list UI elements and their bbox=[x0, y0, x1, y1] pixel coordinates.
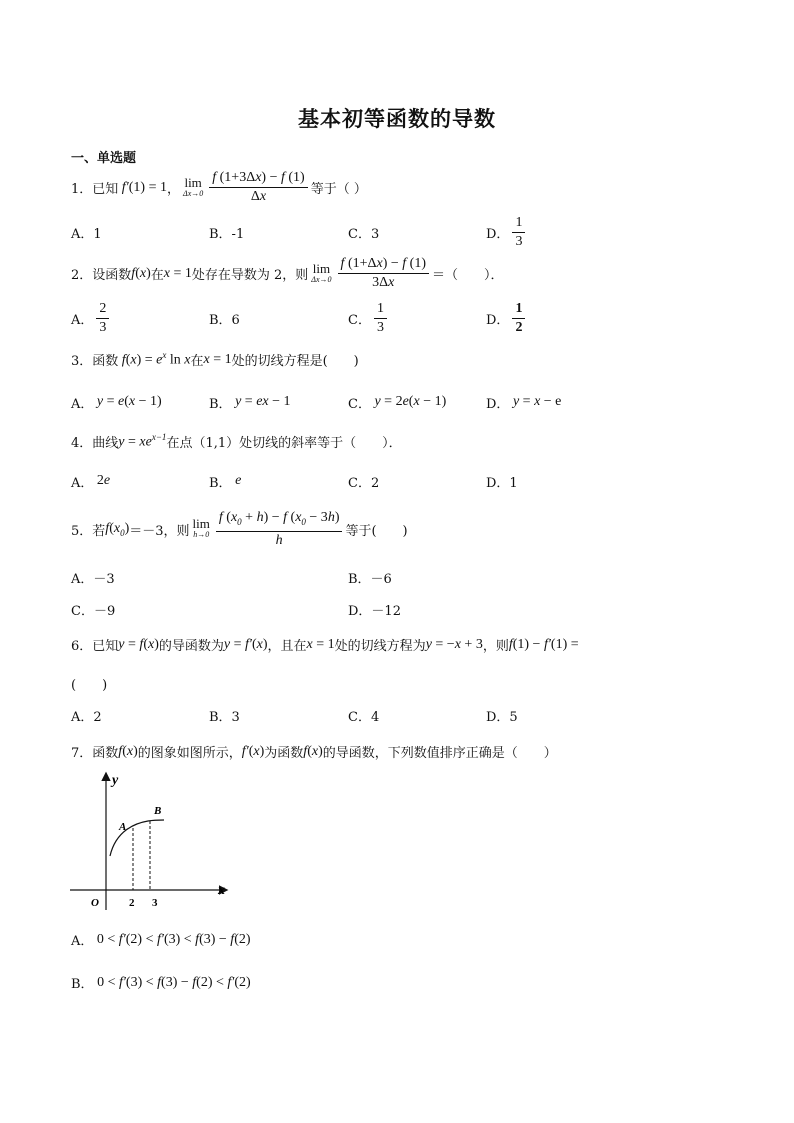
options-q5-row2 bbox=[71, 594, 731, 624]
option-c[interactable]: C．－9 bbox=[71, 603, 116, 619]
fraction: $\frac{f (x_0 + h) - f (x_0 - 3h)}{h}$ bbox=[216, 510, 343, 549]
question-text: 为函数 bbox=[264, 746, 304, 761]
question-number: 6． bbox=[71, 639, 93, 654]
question-number: 3． bbox=[71, 354, 93, 369]
answer-blank: ( ) bbox=[71, 678, 108, 693]
option-a[interactable]: A．－3 bbox=[71, 571, 115, 587]
math-expression: $y = xe^{x-1}$ bbox=[118, 432, 167, 450]
math-expression: x = 1 bbox=[306, 636, 335, 652]
question-text: 等于( ) bbox=[345, 523, 408, 539]
fraction: $\frac{f (1+3\Delta x) - f (1)}{\Delta x}$ bbox=[209, 170, 307, 205]
option-label: A． bbox=[71, 934, 94, 949]
math-expression: x = 1 bbox=[203, 351, 232, 367]
option-a[interactable] bbox=[71, 466, 110, 496]
option-d[interactable]: D．1 bbox=[486, 475, 518, 491]
question-4 bbox=[71, 432, 402, 451]
math-expression: 0 < f′(2) < f′(3) < f(3) − f(2) bbox=[96, 931, 251, 947]
question-5 bbox=[71, 510, 408, 549]
option-label: B． bbox=[71, 977, 94, 992]
math-expression: y = f(x) bbox=[118, 636, 159, 652]
option-b[interactable] bbox=[209, 466, 241, 496]
question-text: 函数 bbox=[92, 354, 119, 369]
option-b[interactable] bbox=[71, 973, 251, 992]
fraction: $\frac{2}{3}$ bbox=[96, 301, 109, 336]
fraction: $\frac{1}{3}$ bbox=[512, 215, 525, 250]
question-number: 1． bbox=[71, 182, 93, 197]
option-c[interactable] bbox=[348, 300, 390, 335]
question-1: 1． 已知 f′(1) = 1 ， lim Δx→0 $\frac{f (1+3\Delta x) - f (1)}{\Delta x}$ 等于（ ） bbox=[71, 170, 367, 204]
math-expression: y = f′(x) bbox=[223, 636, 268, 652]
point-b-label: B bbox=[154, 805, 162, 817]
question-text: ，且在 bbox=[267, 639, 307, 654]
limit-symbol: lim h→0 bbox=[192, 516, 210, 540]
options-q1 bbox=[71, 214, 731, 249]
question-number: 5． bbox=[71, 523, 93, 539]
options-q6 bbox=[71, 700, 731, 730]
option-label: B． bbox=[209, 396, 232, 412]
question-text: 若 bbox=[92, 523, 106, 539]
option-d[interactable] bbox=[486, 214, 528, 249]
math-expression: 0 < f′(3) < f(3) − f(2) < f′(2) bbox=[97, 974, 251, 990]
option-a[interactable]: A．2 bbox=[71, 709, 102, 725]
math-expression: f(1) − f′(1) = bbox=[508, 636, 579, 652]
tick-label-3: 3 bbox=[152, 897, 158, 909]
question-text: 处存在导数为 2，则 bbox=[191, 268, 309, 283]
option-b[interactable] bbox=[209, 387, 291, 417]
question-text: 的导函数，下列数值排序正确是（ ） bbox=[322, 746, 557, 761]
math-expression: y = 2e(x − 1) bbox=[370, 394, 447, 409]
question-text: 的导函数为 bbox=[158, 639, 224, 654]
question-text: 已知 bbox=[92, 182, 119, 197]
math-expression: f′(x) bbox=[241, 743, 265, 759]
limit-symbol: lim Δx→0 bbox=[311, 260, 332, 284]
question-number: 7． bbox=[71, 746, 93, 761]
question-6-continued bbox=[71, 674, 107, 693]
options-q3 bbox=[71, 387, 731, 417]
question-text: ，则 bbox=[482, 639, 509, 654]
question-text: 处的切线方程为 bbox=[334, 639, 426, 654]
option-c[interactable]: C．4 bbox=[348, 709, 380, 725]
question-7 bbox=[71, 742, 557, 761]
question-text: 处的切线方程是( ) bbox=[231, 354, 359, 369]
question-2 bbox=[71, 256, 504, 291]
point-a-label: A bbox=[119, 821, 127, 833]
option-c[interactable]: C．2 bbox=[348, 475, 380, 491]
option-label: C． bbox=[348, 312, 371, 328]
option-label: D． bbox=[486, 226, 510, 242]
fraction: $\frac{1}{3}$ bbox=[374, 301, 387, 336]
origin-label: O bbox=[91, 897, 99, 909]
option-d[interactable]: D．5 bbox=[486, 709, 518, 725]
question-text: 等于（ ） bbox=[310, 182, 367, 197]
options-q5-row1 bbox=[71, 562, 731, 592]
y-axis-label: y bbox=[112, 773, 119, 788]
tick-label-2: 2 bbox=[129, 897, 135, 909]
question-text: 已知 bbox=[92, 639, 119, 654]
question-text: 在 bbox=[190, 354, 204, 369]
question-text: 设函数 bbox=[92, 268, 132, 283]
option-a[interactable] bbox=[71, 387, 162, 417]
question-6 bbox=[71, 635, 579, 654]
math-expression: f(x) bbox=[131, 265, 151, 281]
math-expression: y = −x + 3 bbox=[425, 636, 483, 652]
question-text: 曲线 bbox=[92, 436, 119, 451]
options-q2 bbox=[71, 300, 731, 335]
math-expression: f′(1) = 1 bbox=[118, 179, 167, 195]
option-label: D． bbox=[486, 396, 510, 412]
math-expression: e bbox=[231, 473, 242, 488]
option-a[interactable]: A．1 bbox=[71, 226, 102, 242]
math-expression: f(x) bbox=[303, 743, 323, 759]
option-b[interactable]: B．-1 bbox=[209, 226, 245, 242]
math-expression: 2e bbox=[96, 473, 111, 488]
question-number: 4． bbox=[71, 436, 93, 451]
option-label: D． bbox=[486, 312, 510, 328]
math-expression: f(x) bbox=[118, 743, 138, 759]
limit-symbol: lim Δx→0 bbox=[183, 174, 204, 198]
option-d[interactable] bbox=[486, 300, 528, 335]
option-b[interactable]: B．－6 bbox=[348, 571, 392, 587]
option-label: A． bbox=[71, 475, 94, 491]
math-expression: $f(x) = e^x$ ln x bbox=[118, 350, 191, 368]
option-b[interactable]: B．6 bbox=[209, 312, 240, 328]
question-text: 在点（1,1）处切线的斜率等于（ ）． bbox=[166, 436, 402, 451]
math-expression: y = e(x − 1) bbox=[93, 394, 162, 409]
option-c[interactable] bbox=[348, 387, 446, 417]
option-label: C． bbox=[348, 396, 371, 412]
section-heading: 一、单选题 bbox=[71, 151, 137, 166]
option-a[interactable] bbox=[71, 300, 112, 335]
math-expression: $f(x_0)$ bbox=[105, 521, 130, 538]
option-label: A． bbox=[71, 312, 94, 328]
x-axis-label: x bbox=[218, 883, 225, 898]
question-text: ＝－3，则 bbox=[129, 523, 190, 539]
option-label: B． bbox=[209, 475, 232, 491]
option-c[interactable]: C．3 bbox=[348, 226, 380, 242]
option-d[interactable] bbox=[486, 387, 561, 417]
question-text: 函数 bbox=[92, 746, 119, 761]
option-b[interactable]: B．3 bbox=[209, 709, 240, 725]
page-title: 基本初等函数的导数 bbox=[298, 106, 496, 131]
question-text: 在 bbox=[150, 268, 164, 283]
math-expression: x = 1 bbox=[163, 265, 192, 281]
fraction: $\frac{1}{2}$ bbox=[512, 301, 525, 336]
math-expression: y = ex − 1 bbox=[231, 394, 291, 409]
question-text: 的图象如图所示， bbox=[137, 746, 242, 761]
question-text: ＝（ ）． bbox=[432, 268, 504, 283]
math-expression: y = x − e bbox=[509, 394, 562, 409]
question-number: 2． bbox=[71, 268, 93, 283]
question-3 bbox=[71, 350, 359, 369]
fraction: $\frac{f (1+\Delta x) - f (1)}{3\Delta x}$ bbox=[338, 256, 429, 291]
options-q4 bbox=[71, 466, 731, 496]
option-label: A． bbox=[71, 396, 94, 412]
option-d[interactable]: D．－12 bbox=[348, 603, 401, 619]
option-a[interactable] bbox=[71, 930, 251, 949]
function-graph bbox=[66, 768, 236, 918]
